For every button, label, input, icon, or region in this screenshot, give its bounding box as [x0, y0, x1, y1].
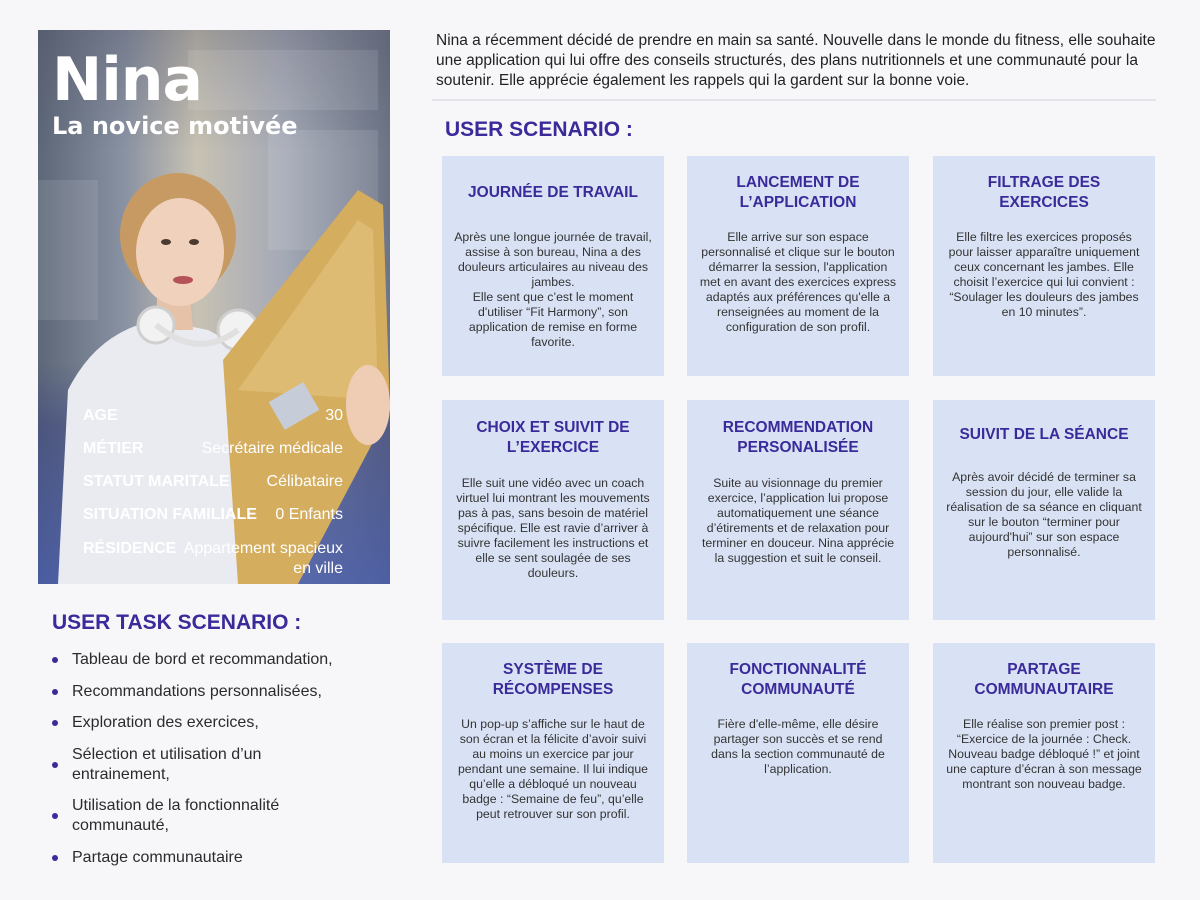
attr-value: Célibataire	[266, 473, 343, 490]
attr-label: AGE	[83, 407, 118, 424]
scenario-card	[933, 400, 1155, 620]
user-task-scenario-title: USER TASK SCENARIO :	[52, 611, 302, 634]
list-item	[52, 713, 382, 733]
attr-row-age	[83, 406, 343, 426]
list-item	[52, 745, 292, 785]
scenario-card	[442, 643, 664, 863]
intro-text: Nina a récemment décidé de prendre en main sa santé. Nouvelle dans le monde du fitness, elle souhaite une application qui lui offre des conseils structurés, des plans nutritionnels et une communauté pour la soutenir. Elle apprécie également les rappels qui la gardent sur la bonne voie.	[436, 32, 1156, 89]
persona-card	[38, 30, 390, 584]
task-label: Tableau de bord et recommandation,	[72, 651, 333, 668]
bullet-icon	[52, 762, 58, 768]
list-item	[52, 796, 312, 836]
card-title: LANCEMENT DE L’APPLICATION	[736, 174, 860, 211]
attr-value: 0 Enfants	[275, 506, 343, 523]
card-body: Un pop-up s’affiche sur le haut de son écran et la félicite d’avoir suivi au moins un exercice par jour pendant une semaine. Il lui indique qu’elle a débloqué un nouveau badge : “Semaine de feu”, qu’elle peut retrouver sur son profil.	[457, 717, 649, 821]
attr-value: Secrétaire médicale	[201, 440, 343, 457]
bullet-icon	[52, 720, 58, 726]
scenario-card	[933, 156, 1155, 376]
bullet-icon	[52, 657, 58, 663]
card-title: FILTRAGE DES EXERCICES	[987, 174, 1101, 211]
task-label: Exploration des exercices,	[72, 714, 259, 731]
attr-row-metier	[83, 439, 343, 459]
card-title: SYSTÈME DE RÉCOMPENSES	[492, 661, 614, 698]
scenario-card	[687, 400, 909, 620]
task-list	[52, 650, 382, 879]
scenario-card	[687, 156, 909, 376]
card-body: Elle filtre les exercices proposés pour laisser apparaître uniquement ceux concernant les jambes. Elle choisit l’exercice qui lui convient : “Soulager les douleurs des jambes en 10 minutes”.	[948, 230, 1140, 319]
scenario-card	[442, 156, 664, 376]
card-title: RECOMMENDATION PERSONALISÉE	[722, 419, 874, 456]
attr-label: MÉTIER	[83, 440, 144, 457]
task-label: Recommandations personnalisées,	[72, 682, 322, 700]
card-body: Elle arrive sur son espace personnalisé et clique sur le bouton démarrer la session, l'application met en avant des exercices express adaptés aux préférences qu'elle a renseignées au moment de la configuration de son profil.	[699, 230, 897, 334]
attr-label: RÉSIDENCE	[83, 540, 177, 557]
card-body: Fière d'elle-même, elle désire partager son succès et se rend dans la section communauté de l’application.	[711, 717, 885, 776]
list-item	[52, 650, 382, 670]
card-body: Elle suit une vidéo avec un coach virtuel lui montrant les mouvements pas à pas, sans besoin de matériel spécifique. Elle est ravie d’arriver à suivre facilement les instructions et elle se sent soulagée de ses douleurs.	[456, 476, 650, 580]
attr-value: Appartement spacieux en ville	[183, 540, 343, 577]
attr-label: STATUT MARITALE	[83, 473, 230, 490]
user-scenario-title: USER SCENARIO :	[445, 118, 633, 141]
persona-name: Nina	[52, 45, 202, 115]
card-title: PARTAGE COMMUNAUTAIRE	[974, 661, 1114, 698]
card-title: FONCTIONNALITÉ COMMUNAUTÉ	[729, 661, 867, 698]
card-title: JOURNÉE DE TRAVAIL	[468, 184, 638, 201]
card-title: CHOIX ET SUIVIT DE L’EXERCICE	[476, 419, 630, 456]
task-label: Sélection et utilisation d’un entrainement,	[72, 745, 262, 783]
attr-row-statut	[83, 472, 343, 492]
attr-row-situation	[83, 505, 343, 525]
bullet-icon	[52, 855, 58, 861]
card-body: Suite au visionnage du premier exercice, l’application lui propose automatiquement une séance d’étirements et de relaxation pour terminer en douceur. Nina apprécie la suggestion et suit le conseil.	[701, 476, 895, 565]
divider	[432, 99, 1156, 101]
task-label: Partage communautaire	[72, 848, 243, 866]
bullet-icon	[52, 813, 58, 819]
card-body: Elle réalise son premier post : “Exercice de la journée : Check. Nouveau badge débloqué !” et joint une capture d’écran à son message montrant son nouveau badge.	[946, 717, 1142, 791]
list-item	[52, 682, 382, 702]
attr-label: SITUATION FAMILIALE	[83, 506, 257, 523]
scenario-card	[442, 400, 664, 620]
card-title: SUIVIT DE LA SÉANCE	[959, 426, 1129, 443]
list-item	[52, 848, 382, 868]
scenario-card	[933, 643, 1155, 863]
bullet-icon	[52, 689, 58, 695]
persona-tagline: La novice motivée	[52, 112, 298, 140]
task-label: Utilisation de la fonctionnalité communauté,	[72, 797, 280, 834]
card-body: Après avoir décidé de terminer sa session du jour, elle valide la réalisation de sa séance en cliquant sur le bouton “terminer pour aujourd'hui” sur son espace personnalisé.	[946, 470, 1142, 559]
card-body: Après une longue journée de travail, assise à son bureau, Nina a des douleurs articulaires au niveau des jambes. Elle sent que c’est le moment d'utiliser “Fit Harmony”, son application de remise en forme favorite.	[454, 230, 652, 349]
attr-row-residence	[83, 539, 343, 579]
attr-value: 30	[325, 407, 343, 424]
scenario-card	[687, 643, 909, 863]
